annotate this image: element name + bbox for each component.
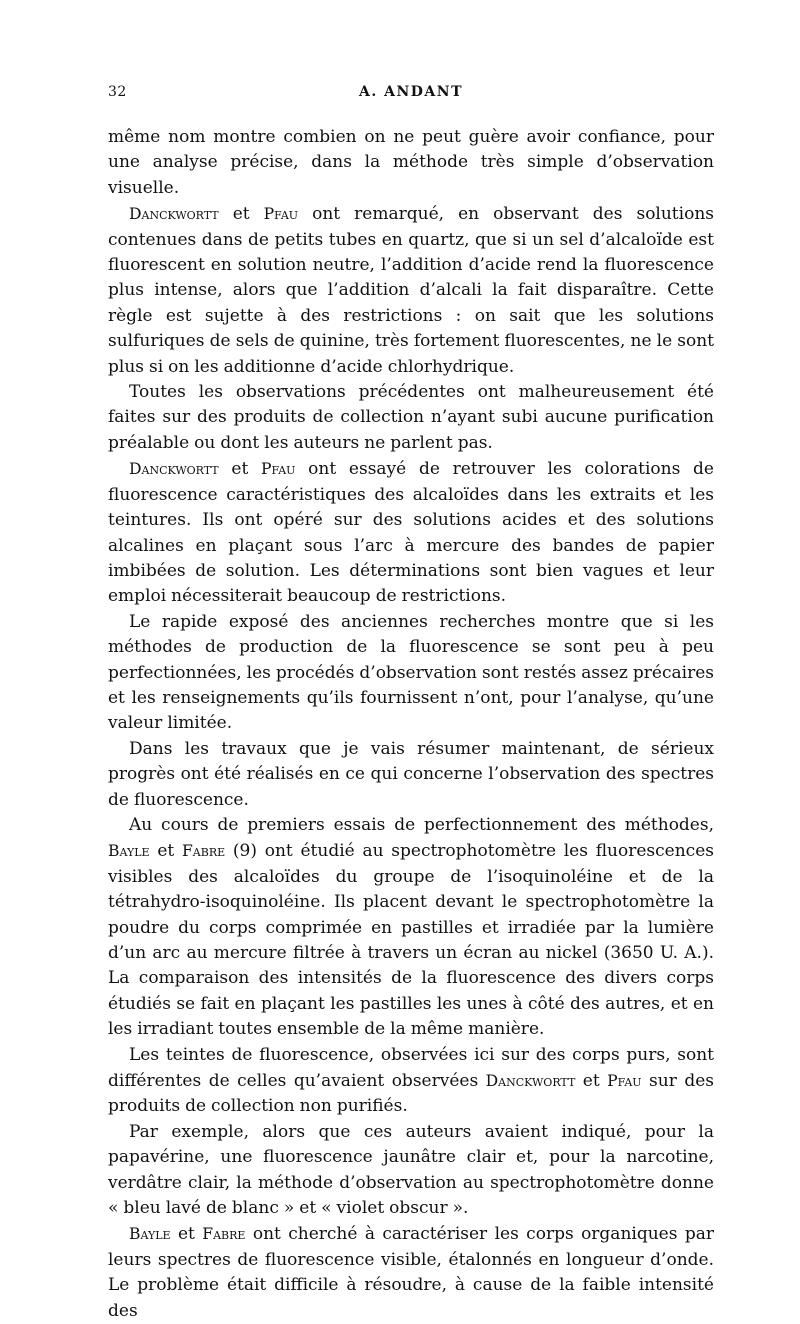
text-run: même nom montre combien on ne peut guère avoir confiance, pour une analyse précise, dans la méthode très simple d’observation visuelle. (108, 127, 714, 198)
paragraph (108, 1120, 714, 1222)
author-name: Danckwortt (129, 204, 219, 224)
paragraph (108, 456, 714, 609)
author-name: Pfau (263, 204, 299, 224)
text-run: ont essayé de retrouver les colorations de fluorescence caractéristiques des alcaloïdes dans les extraits et les teintures. Ils ont opéré sur des solutions acides et des solutions alcalines en plaçant sous l’arc à mercure des bandes de papier imbibées de solution. Les déterminations sont bien vagues et leur emploi nécessiterait beaucoup de restrictions. (108, 459, 714, 607)
author-name: Bayle (108, 841, 150, 861)
page-number: 32 (108, 84, 127, 100)
paragraph (108, 610, 714, 737)
author-name: Pfau (261, 459, 296, 479)
text-run: et (218, 459, 262, 480)
author-name: Danckwortt (129, 459, 219, 479)
text-run: et (218, 204, 264, 225)
text-run: ont remarqué, en observant des solutions contenues dans de petits tubes en quartz, que si un sel d’alcaloïde est fluorescent en solution neutre, l’addition d’acide rend la fluorescence plus intense, alors que l’addition d’alcali la fait disparaître. Cette règle est sujette à des restrictions : on sait que les solutions sulfuriques de sels de quinine, très fortement fluorescentes, ne le sont plus si on les additionne d’acide chlorhydrique. (108, 204, 714, 377)
text-run: Par exemple, alors que ces auteurs avaient indiqué, pour la papavérine, une fluorescence jaunâtre clair et, pour la narcotine, verdâtre clair, la méthode d’observation au spectrophotomètre donne « bleu lavé de blanc » et « violet obscur ». (108, 1121, 714, 1219)
paragraph (108, 125, 714, 201)
author-name: Danckwortt (485, 1071, 576, 1091)
text-run: Le rapide exposé des anciennes recherches montre que si les méthodes de production de la fluorescence se sont peu à peu perfectionnées, les procédés d’observation sont restés assez précaires et les renseignements qu’ils fournissent n’ont, pour l’analyse, qu’une valeur limitée. (108, 611, 714, 734)
paragraph (108, 380, 714, 456)
text-run: Au cours de premiers essais de perfectionnement des méthodes, (129, 814, 714, 835)
text-run: Toutes les observations précédentes ont malheureusement été faites sur des produits de collection n’ayant subi aucune purification préalable ou dont les auteurs ne parlent pas. (108, 382, 714, 453)
author-name: Fabre (181, 841, 226, 861)
text-run: Les teintes de fluorescence, observées ici sur des corps purs, sont différentes de celles qu’avaient observées (108, 1044, 714, 1092)
paragraph (108, 201, 714, 380)
text-run: et (149, 841, 182, 862)
text-run: et (170, 1224, 203, 1245)
running-title: A. ANDANT (359, 84, 463, 100)
paragraph (108, 813, 714, 1043)
author-name: Bayle (129, 1224, 171, 1244)
paragraph (108, 737, 714, 813)
author-name: Fabre (202, 1224, 246, 1244)
text-run: Dans les travaux que je vais résumer maintenant, de sérieux progrès ont été réalisés en ce qui concerne l’observation des spectres de fluorescence. (108, 738, 714, 810)
book-page (108, 84, 714, 1324)
paragraph (108, 1221, 714, 1324)
page-header (108, 84, 714, 108)
paragraph (108, 1043, 714, 1120)
text-run: sur des produits de collection non purifiés. (108, 1071, 714, 1117)
text-run: et (575, 1071, 608, 1092)
body-text (108, 125, 714, 1324)
text-run: ont cherché à caractériser les corps organiques par leurs spectres de fluorescence visible, étalonnés en longueur d’onde. Le problème était difficile à résoudre, à cause de la faible intensité des (108, 1224, 714, 1321)
author-name: Pfau (607, 1071, 642, 1091)
text-run: (9) ont étudié au spectrophotomètre les fluorescences visibles des alcaloïdes du groupe de l’isoquinoléine et de la tétrahydro-isoquinoléine. Ils placent devant le spectrophotomètre la poudre du corps comprimée en pastilles et irradiée par la lumière d’un arc au mercure filtrée à travers un écran au nickel (3650 U. A.). La comparaison des intensités de la fluorescence des divers corps étudiés se fait en plaçant les pastilles les unes à côté des autres, et en les irradiant toutes ensemble de la même manière. (108, 841, 714, 1040)
